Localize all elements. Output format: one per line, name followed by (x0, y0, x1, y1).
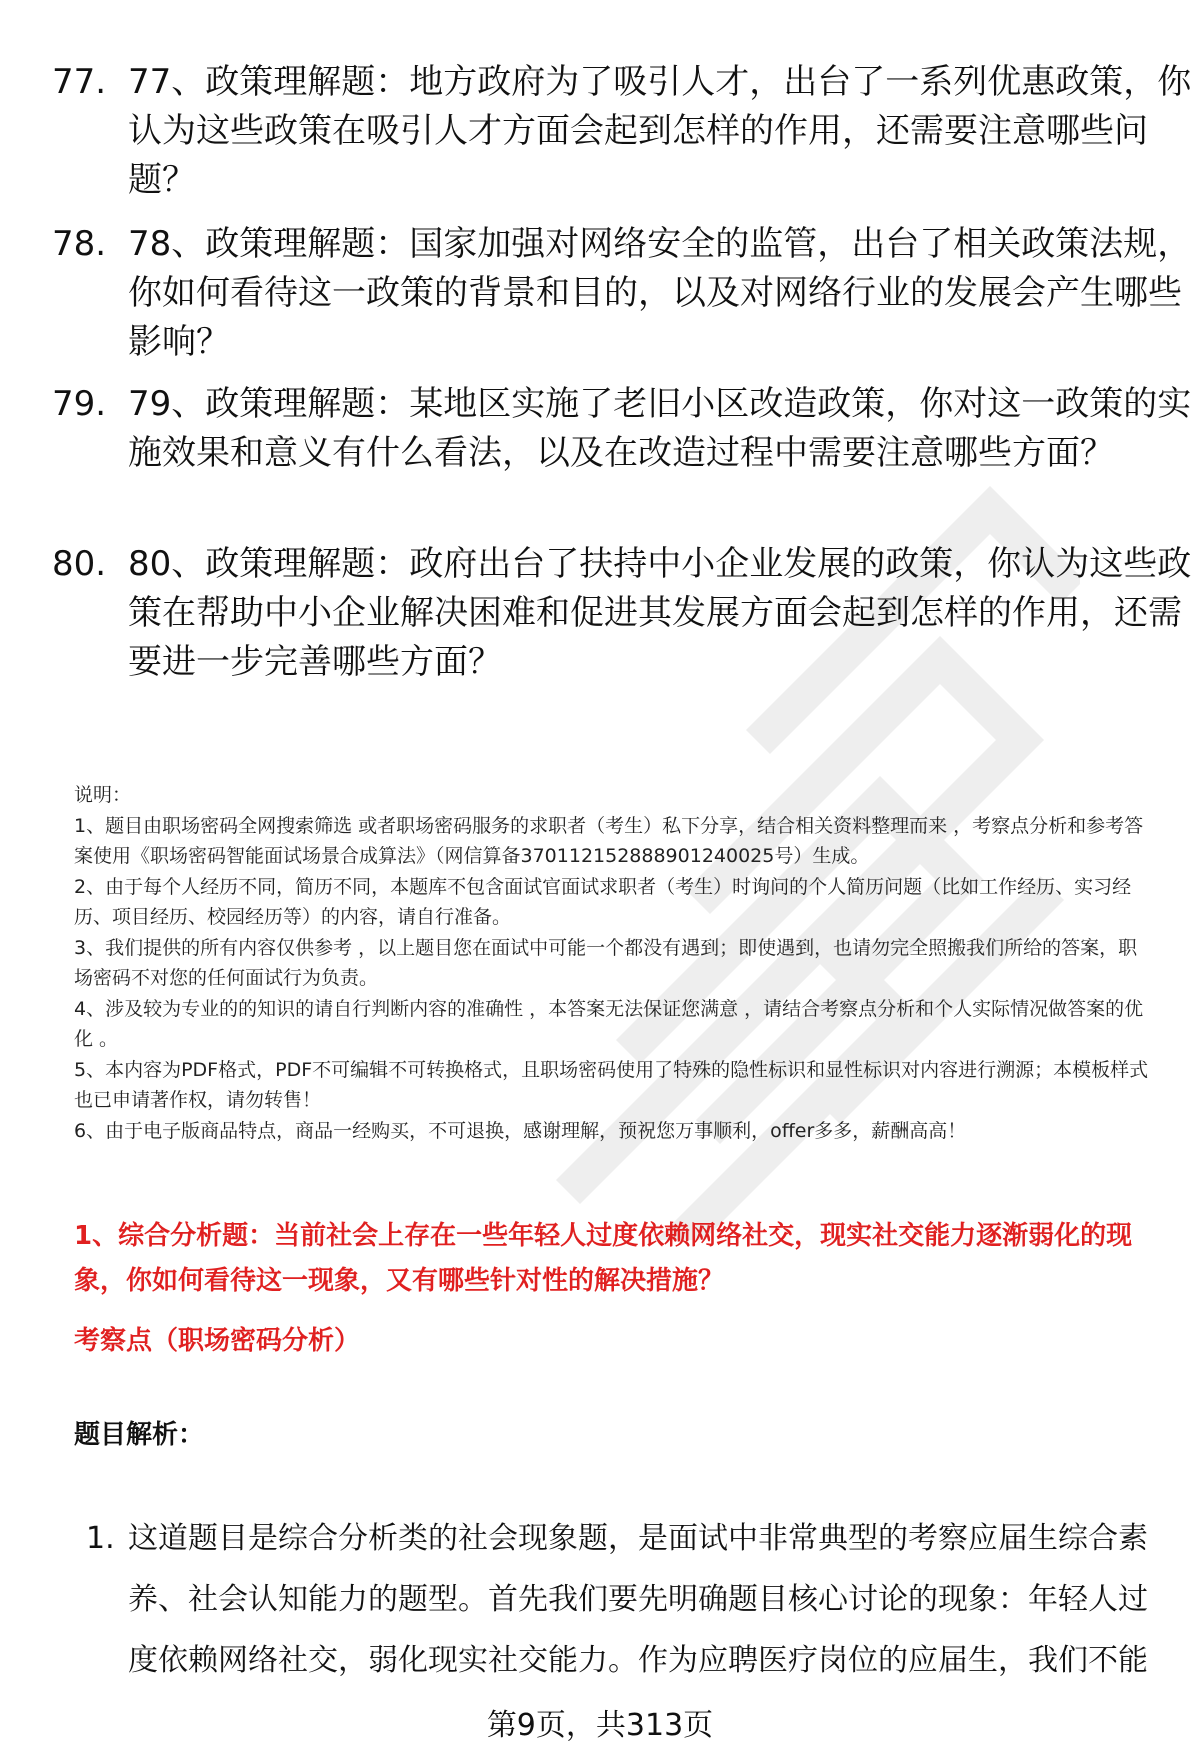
note-item: 4、涉及较为专业的的知识的请自行判断内容的准确性 ，本答案无法保证您满意 ，请结合考察点分析和个人实际情况做答案的优化 。 (74, 997, 1144, 1050)
analysis-item (86, 1508, 1156, 1691)
note-item: 5、本内容为PDF格式，PDF不可编辑不可转换格式，且职场密码使用了特殊的隐性标识和显性标识对内容进行溯源；本模板样式也已申请著作权，请勿转售！ (74, 1058, 1149, 1111)
note-item: 2、由于每个人经历不同，简历不同，本题库不包含面试官面试求职者（考生）时询问的个人简历问题（比如工作经历、实习经历、项目经历、校园经历等）的内容，请自行准备。 (74, 875, 1132, 928)
question-item (52, 58, 1192, 205)
question-text: 78、政策理解题：国家加强对网络安全的监管，出台了相关政策法规，你如何看待这一政策的背景和目的，以及对网络行业的发展会产生哪些影响？ (128, 224, 1192, 362)
page-footer: 第9页，共313页 (486, 1708, 714, 1743)
section-subheading: 考察点（职场密码分析） (74, 1326, 361, 1356)
note-item: 6、由于电子版商品特点，商品一经购买，不可退换，感谢理解，预祝您万事顺利，offer多多，薪酬高高！ (74, 1119, 967, 1142)
section-question: 1、综合分析题：当前社会上存在一些年轻人过度依赖网络社交，现实社交能力逐渐弱化的现象，你如何看待这一现象，又有哪些针对性的解决措施？ (74, 1221, 1133, 1296)
analysis-text: 这道题目是综合分析类的社会现象题，是面试中非常典型的考察应届生综合素养、社会认知能力的题型。首先我们要先明确题目核心讨论的现象：年轻人过度依赖网络社交，弱化现实社交能力。作为应聘医疗岗位的应届生，我们不能 (128, 1521, 1148, 1678)
analysis-title: 题目解析： (74, 1420, 205, 1450)
notes-block (74, 780, 1154, 1146)
notes-heading: 说明： (74, 784, 132, 806)
question-number: 79. (52, 384, 107, 424)
question-number: 80. (52, 544, 107, 584)
question-item (52, 380, 1192, 478)
question-number: 78. (52, 224, 107, 264)
question-item (52, 220, 1192, 367)
analysis-number: 1. (86, 1521, 115, 1556)
question-text: 80、政策理解题：政府出台了扶持中小企业发展的政策，你认为这些政策在帮助中小企业解决困难和促进其发展方面会起到怎样的作用，还需要进一步完善哪些方面？ (128, 544, 1192, 682)
question-text: 77、政策理解题：地方政府为了吸引人才，出台了一系列优惠政策，你认为这些政策在吸引人才方面会起到怎样的作用，还需要注意哪些问题？ (128, 62, 1192, 200)
note-item: 3、我们提供的所有内容仅供参考 ，以上题目您在面试中可能一个都没有遇到；即使遇到，也请勿完全照搬我们所给的答案，职场密码不对您的任何面试行为负责。 (74, 936, 1138, 989)
note-item: 1、题目由职场密码全网搜索筛选 或者职场密码服务的求职者（考生）私下分享，结合相关资料整理而来 ，考察点分析和参考答案使用《职场密码智能面试场景合成算法》（网信算备370112152888901240025号）生成。 (74, 814, 1144, 867)
question-item (52, 540, 1192, 687)
question-number: 77. (52, 62, 107, 102)
question-text: 79、政策理解题：某地区实施了老旧小区改造政策，你对这一政策的实施效果和意义有什么看法，以及在改造过程中需要注意哪些方面？ (128, 384, 1192, 473)
